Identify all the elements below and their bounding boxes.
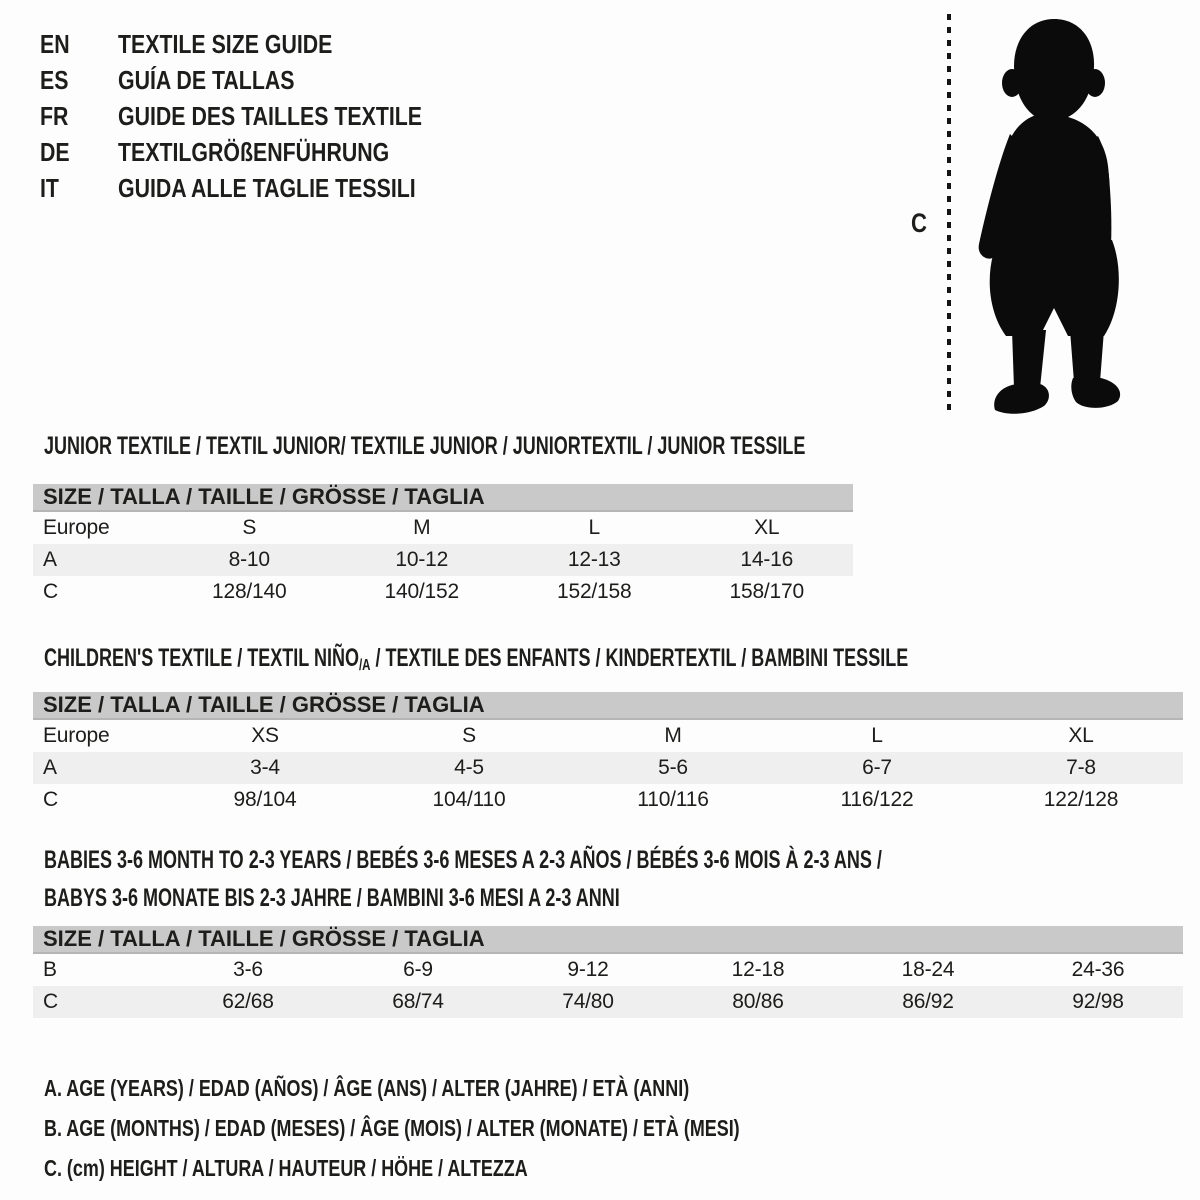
lang-code-de: DE bbox=[40, 136, 70, 167]
junior-age-m: 10-12 bbox=[395, 548, 449, 571]
children-row-europe bbox=[33, 720, 1183, 752]
babies-size-table bbox=[33, 926, 1183, 1018]
junior-size-m: M bbox=[413, 516, 431, 539]
children-size-m: M bbox=[664, 724, 682, 747]
children-europe-label: Europe bbox=[43, 724, 110, 747]
height-measure-figure bbox=[905, 12, 1155, 424]
junior-height-l: 152/158 bbox=[556, 580, 632, 603]
babies-months-5: 18-24 bbox=[901, 958, 955, 981]
lang-code-es: ES bbox=[40, 64, 69, 95]
children-row-height bbox=[33, 784, 1183, 816]
junior-size-header-bar bbox=[33, 484, 853, 512]
children-size-s: S bbox=[462, 724, 476, 747]
junior-age-s: 8-10 bbox=[228, 548, 270, 571]
lang-title-de: TEXTILGRÖßENFÜHRUNG bbox=[118, 136, 390, 167]
babies-height-1: 62/68 bbox=[222, 990, 274, 1013]
babies-height-6: 92/98 bbox=[1072, 990, 1124, 1013]
lang-title-fr: GUIDE DES TAILLES TEXTILE bbox=[118, 100, 423, 131]
babies-months-3: 9-12 bbox=[567, 958, 609, 981]
babies-size-header-bar bbox=[33, 926, 1183, 954]
junior-europe-label: Europe bbox=[43, 516, 110, 539]
lang-title-it: GUIDA ALLE TAGLIE TESSILI bbox=[118, 172, 416, 203]
children-size-xl: XL bbox=[1068, 724, 1094, 747]
children-size-header-bar bbox=[33, 692, 1183, 720]
babies-months-4: 12-18 bbox=[731, 958, 785, 981]
children-height-l: 116/122 bbox=[840, 788, 914, 811]
junior-size-l: L bbox=[588, 516, 600, 539]
junior-height-m: 140/152 bbox=[384, 580, 459, 603]
junior-row-height bbox=[33, 576, 853, 608]
babies-section-title-line1: BABIES 3-6 MONTH TO 2-3 YEARS / BEBÉS 3-6 MESES A 2-3 AÑOS / BÉBÉS 3-6 MOIS À 2-3 ANS / bbox=[44, 846, 882, 874]
children-height-label: C bbox=[43, 788, 58, 811]
children-size-xs: XS bbox=[251, 724, 279, 747]
babies-height-3: 74/80 bbox=[562, 990, 614, 1013]
babies-months-1: 3-6 bbox=[233, 958, 263, 981]
junior-size-s: S bbox=[242, 516, 257, 539]
lang-row-de bbox=[40, 134, 489, 170]
junior-height-label: C bbox=[43, 580, 58, 603]
lang-row-fr bbox=[40, 98, 489, 134]
language-title-list bbox=[40, 26, 489, 206]
babies-months-label: B bbox=[43, 958, 57, 981]
children-section-title: CHILDREN'S TEXTILE / TEXTIL $NIÑO_{/A}$ / TEXTILE DES ENFANTS / KINDERTEXTIL / BAMBINI TESSILE bbox=[44, 644, 909, 674]
babies-height-5: 86/92 bbox=[902, 990, 954, 1013]
children-height-s: 104/110 bbox=[432, 788, 506, 811]
babies-row-months bbox=[33, 954, 1183, 986]
height-measure-dashed-line bbox=[945, 14, 953, 416]
children-age-m: 5-6 bbox=[658, 756, 688, 779]
legend-line-a: A. AGE (YEARS) / EDAD (AÑOS) / ÂGE (ANS) / ALTER (JAHRE) / ETÀ (ANNI) bbox=[44, 1074, 690, 1101]
children-age-l: 6-7 bbox=[862, 756, 892, 779]
babies-months-6: 24-36 bbox=[1071, 958, 1125, 981]
lang-code-en: EN bbox=[40, 28, 70, 59]
babies-height-label: C bbox=[43, 990, 58, 1013]
children-age-s: 4-5 bbox=[454, 756, 484, 779]
junior-row-age bbox=[33, 544, 853, 576]
toddler-silhouette-icon bbox=[962, 16, 1144, 418]
children-size-table bbox=[33, 692, 1183, 816]
junior-age-l: 12-13 bbox=[567, 548, 621, 571]
lang-title-en: TEXTILE SIZE GUIDE bbox=[118, 28, 333, 59]
lang-title-es: GUÍA DE TALLAS bbox=[118, 64, 295, 95]
children-height-m: 110/116 bbox=[637, 788, 709, 811]
junior-size-table bbox=[33, 484, 853, 608]
junior-age-label: A bbox=[43, 548, 57, 571]
lang-row-it bbox=[40, 170, 489, 206]
children-size-header-label: SIZE / TALLA / TAILLE / GRÖSSE / TAGLIA bbox=[43, 692, 485, 717]
children-height-xs: 98/104 bbox=[233, 788, 297, 811]
babies-height-4: 80/86 bbox=[732, 990, 784, 1013]
babies-section-title-line2: BABYS 3-6 MONATE BIS 2-3 JAHRE / BAMBINI 3-6 MESI A 2-3 ANNI bbox=[44, 884, 620, 912]
junior-age-xl: 14-16 bbox=[740, 548, 794, 571]
children-row-age bbox=[33, 752, 1183, 784]
legend-block bbox=[44, 1068, 936, 1188]
lang-code-fr: FR bbox=[40, 100, 69, 131]
junior-height-s: 128/140 bbox=[211, 580, 287, 603]
junior-row-europe bbox=[33, 512, 853, 544]
children-age-xl: 7-8 bbox=[1066, 756, 1096, 779]
lang-row-es bbox=[40, 62, 489, 98]
junior-size-xl: XL bbox=[754, 516, 780, 539]
children-height-xl: 122/128 bbox=[1043, 788, 1119, 811]
children-title-nino-a-suffix: /A bbox=[358, 657, 371, 674]
babies-months-2: 6-9 bbox=[403, 958, 433, 981]
babies-size-header-label: SIZE / TALLA / TAILLE / GRÖSSE / TAGLIA bbox=[43, 926, 485, 951]
junior-height-xl: 158/170 bbox=[729, 580, 804, 603]
junior-section-title: JUNIOR TEXTILE / TEXTIL JUNIOR/ TEXTILE JUNIOR / JUNIORTEXTIL / JUNIOR TESSILE bbox=[44, 432, 806, 460]
lang-code-it: IT bbox=[40, 172, 59, 203]
legend-line-c: C. (cm) HEIGHT / ALTURA / HAUTEUR / HÖHE / ALTEZZA bbox=[44, 1154, 528, 1181]
babies-row-height bbox=[33, 986, 1183, 1018]
babies-height-2: 68/74 bbox=[392, 990, 444, 1013]
children-age-xs: 3-4 bbox=[250, 756, 280, 779]
lang-row-en bbox=[40, 26, 489, 62]
measure-letter-c: C bbox=[911, 208, 927, 238]
children-size-l: L bbox=[871, 724, 883, 747]
junior-size-header-label: SIZE / TALLA / TAILLE / GRÖSSE / TAGLIA bbox=[43, 484, 485, 509]
children-age-label: A bbox=[43, 756, 57, 779]
legend-line-b: B. AGE (MONTHS) / EDAD (MESES) / ÂGE (MOIS) / ALTER (MONATE) / ETÀ (MESI) bbox=[44, 1114, 740, 1141]
